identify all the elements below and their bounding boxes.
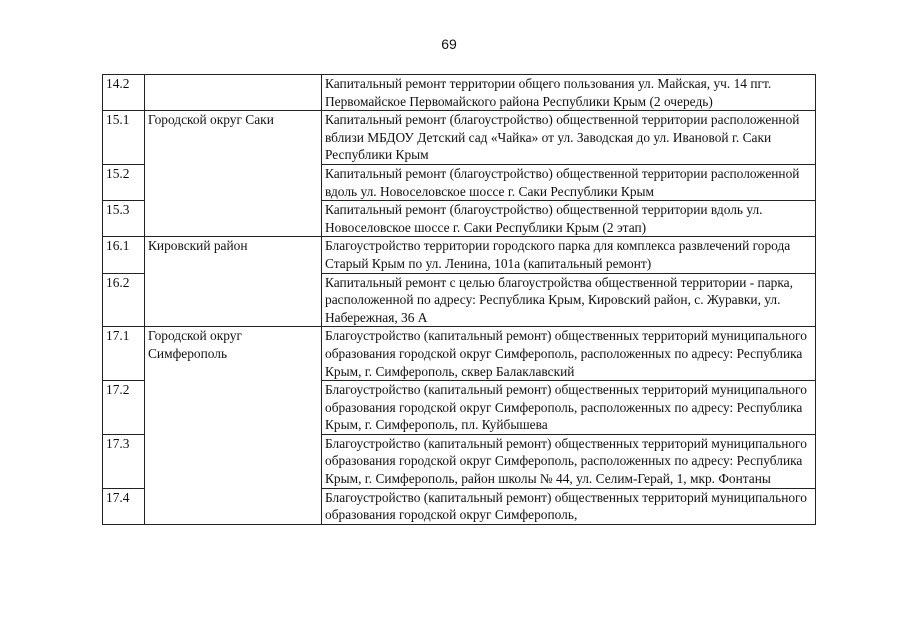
project-description: Благоустройство территории городского парка для комплекса развлечений города Старый Крым по ул. Ленина, 101а (капитальный ремонт) (322, 237, 816, 273)
table-row (103, 488, 816, 524)
table-row (103, 201, 816, 237)
row-number: 16.1 (103, 237, 145, 273)
project-description: Благоустройство (капитальный ремонт) общественных территорий муниципального образования городской округ Симферополь, (322, 488, 816, 524)
table-row (103, 434, 816, 488)
project-description: Благоустройство (капитальный ремонт) общественных территорий муниципального образования городской округ Симферополь, расположенных по адресу: Республика Крым, г. Симферополь, район школы № 44, ул. Селим-Герай, 1, мкр. Фонтаны (322, 434, 816, 488)
row-number: 16.2 (103, 273, 145, 327)
municipality-cell (145, 273, 322, 327)
table-row (103, 273, 816, 327)
project-description: Капитальный ремонт с целью благоустройства общественной территории - парка, расположенной по адресу: Республика Крым, Кировский район, с. Журавки, ул. Набережная, 36 А (322, 273, 816, 327)
project-description: Благоустройство (капитальный ремонт) общественных территорий муниципального образования городской округ Симферополь, расположенных по адресу: Республика Крым, г. Симферополь, пл. Куйбышева (322, 381, 816, 435)
row-number: 17.3 (103, 434, 145, 488)
row-number: 15.2 (103, 164, 145, 200)
municipality-cell (145, 381, 322, 435)
table-row (103, 237, 816, 273)
row-number: 17.1 (103, 327, 145, 381)
municipality-cell (145, 75, 322, 111)
table-row (103, 381, 816, 435)
table-row (103, 164, 816, 200)
project-description: Капитальный ремонт территории общего пользования ул. Майская, уч. 14 пгт. Первомайское Первомайского района Республики Крым (2 очередь) (322, 75, 816, 111)
table-row (103, 75, 816, 111)
row-number: 15.1 (103, 111, 145, 165)
project-description: Капитальный ремонт (благоустройство) общественной территории вдоль ул. Новоселовское шоссе г. Саки Республики Крым (2 этап) (322, 201, 816, 237)
project-description: Капитальный ремонт (благоустройство) общественной территории расположенной вдоль ул. Новоселовское шоссе г. Саки Республики Крым (322, 164, 816, 200)
municipality-cell: Городской округ Симферополь (145, 327, 322, 381)
municipality-cell: Городской округ Саки (145, 111, 322, 165)
municipality-cell (145, 164, 322, 200)
municipality-cell (145, 201, 322, 237)
page-number: 69 (441, 36, 457, 52)
project-description: Капитальный ремонт (благоустройство) общественной территории расположенной вблизи МБДОУ Детский сад «Чайка» от ул. Заводская до ул. Ивановой г. Саки Республики Крым (322, 111, 816, 165)
table-row (103, 111, 816, 165)
row-number: 15.3 (103, 201, 145, 237)
row-number: 14.2 (103, 75, 145, 111)
municipality-cell: Кировский район (145, 237, 322, 273)
row-number: 17.2 (103, 381, 145, 435)
row-number: 17.4 (103, 488, 145, 524)
projects-table (102, 74, 816, 525)
table-row (103, 327, 816, 381)
municipality-cell (145, 488, 322, 524)
municipality-cell (145, 434, 322, 488)
project-description: Благоустройство (капитальный ремонт) общественных территорий муниципального образования городской округ Симферополь, расположенных по адресу: Республика Крым, г. Симферополь, сквер Балаклавский (322, 327, 816, 381)
